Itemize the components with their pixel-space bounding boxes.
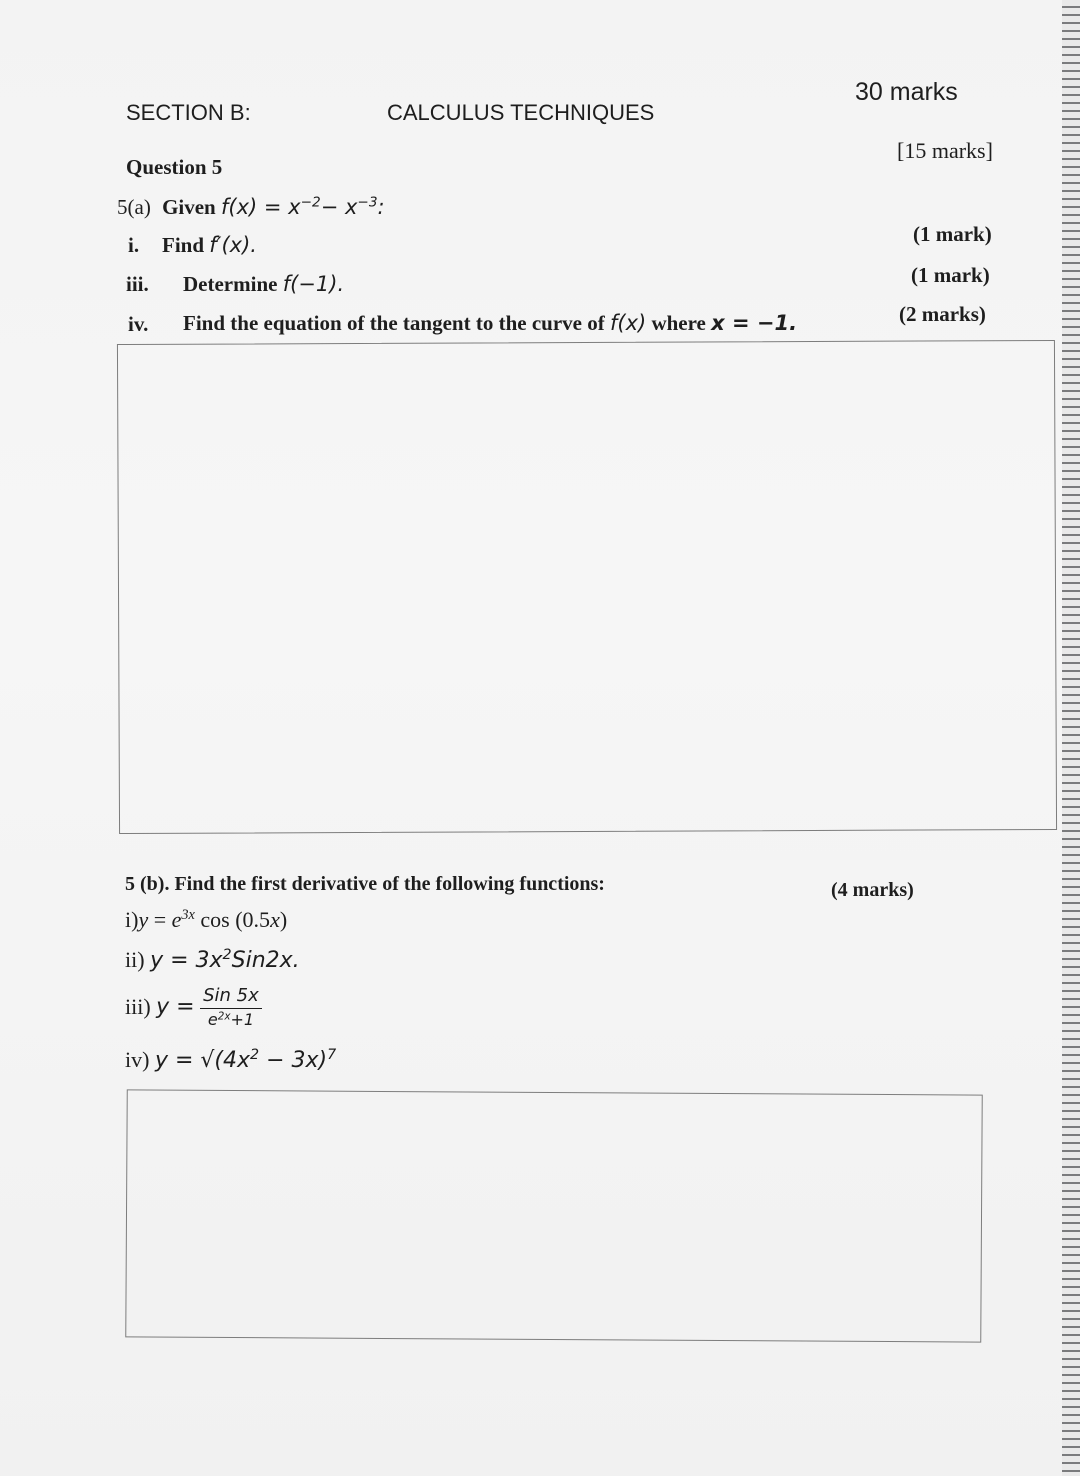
desk-edge	[1062, 0, 1080, 1476]
item-b-i: $i)y = e^{3x}$ cos (0.5x)	[125, 907, 288, 932]
total-marks: 30 marks	[855, 78, 958, 106]
item-a-iii-num: iii.	[126, 272, 149, 296]
part-a-stem	[117, 195, 385, 220]
item-b-i-num: i)	[125, 907, 139, 932]
item-b-iii	[125, 985, 262, 1029]
item-a-iv-text: Find the equation of the tangent to the curve of	[183, 311, 605, 335]
question-marks: [15 marks]	[897, 138, 993, 163]
formula-b-iii: y =	[156, 994, 195, 1020]
item-a-iii	[183, 272, 344, 297]
formula-b-i: y	[138, 907, 149, 932]
section-title: CALCULUS TECHNIQUES	[387, 100, 655, 125]
item-b-iv-num: iv)	[125, 1047, 150, 1072]
item-a-iv-num: iv.	[128, 312, 149, 336]
x-value: x = −1.	[711, 311, 798, 335]
item-b-iv	[125, 1047, 336, 1073]
fraction: $\frac{\text{Sin 5x}}{e^{2x}+1}$	[200, 985, 262, 1029]
part-b-heading: 5 (b). Find the first derivative of the following functions:	[125, 873, 605, 895]
evaluate-notation: f(−1).	[282, 272, 345, 296]
item-a-iii-marks: (1 mark)	[911, 263, 990, 287]
item-a-iv-text2: where	[651, 311, 706, 335]
item-b-ii-num: ii)	[125, 947, 145, 972]
item-b-iii-num: iii)	[125, 994, 151, 1019]
section-label: SECTION B:	[126, 100, 251, 125]
derivative-notation: f′(x).	[209, 233, 257, 257]
item-a-i-marks: (1 mark)	[913, 222, 992, 246]
curve-notation: f(x)	[609, 311, 647, 335]
item-a-iv	[183, 311, 797, 336]
item-a-i-text: Find	[162, 233, 205, 257]
formula-b-ii: $y = 3x^2Sin2x$.	[150, 947, 300, 973]
part-a-intro: Given	[162, 195, 216, 219]
item-a-i-num: i.	[128, 233, 140, 257]
part-b-marks: (4 marks)	[831, 879, 914, 901]
item-b-ii	[125, 947, 300, 973]
item-a-iv-marks: (2 marks)	[899, 302, 986, 326]
question-title: Question 5	[126, 155, 223, 179]
answer-box-b[interactable]	[125, 1089, 982, 1342]
formula-b-iv: $y = √(4x^2 - 3x)^7$	[154, 1047, 337, 1073]
item-a-i	[162, 233, 257, 258]
answer-box-a[interactable]	[117, 340, 1057, 834]
item-a-iii-text: Determine	[183, 272, 278, 296]
function-definition: $f(x) = x^{-2}- x^{-3}$:	[220, 194, 385, 219]
part-a-label: 5(a)	[117, 195, 151, 219]
